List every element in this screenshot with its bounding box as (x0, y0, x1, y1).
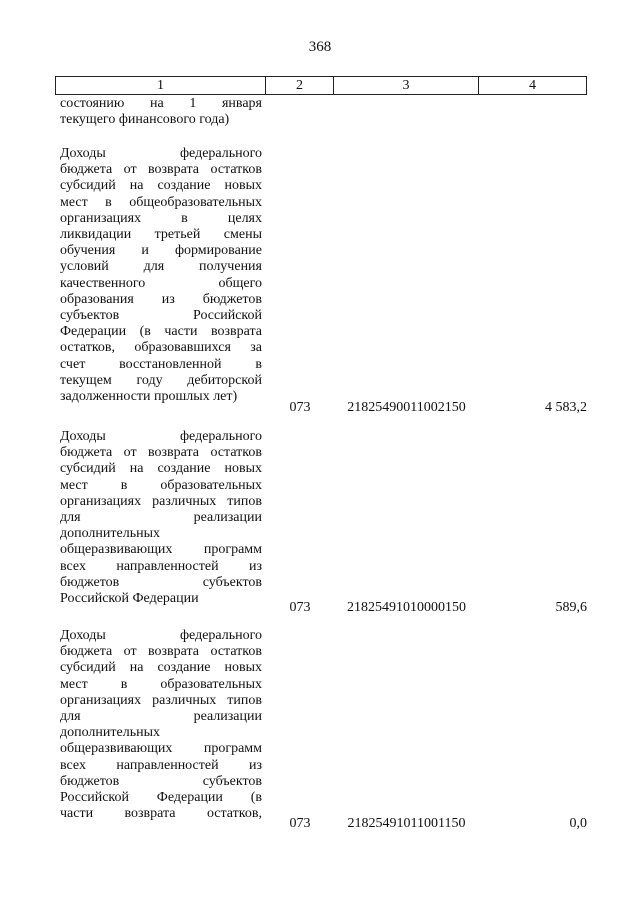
row-3-line: Доходы федерального (60, 628, 262, 643)
header-col-4: 4 (478, 76, 587, 95)
row-1-line: бюджета от возврата остатков (60, 162, 262, 178)
row-1-line: обучения и формирование (60, 243, 262, 259)
row-3-code: 073 (289, 816, 311, 831)
row-0-line: текущего финансового года) (60, 112, 230, 128)
row-1-line: остатков, образовавшихся за (60, 340, 262, 356)
row-3-line: бюджета от возврата остатков (60, 644, 262, 660)
row-3-line: общеразвивающих программ (60, 741, 262, 757)
row-3-line: Российской Федерации (в (60, 790, 262, 806)
row-3-line: организациях различных типов (60, 692, 262, 708)
row-2-line: всех направленностей из (60, 558, 262, 574)
row-1-line: субъектов Российской (60, 308, 262, 324)
row-1-line: субсидий на создание новых (60, 178, 262, 194)
row-2-description (60, 429, 262, 607)
row-2-line: для реализации (60, 510, 262, 526)
row-3-line: дополнительных (60, 725, 161, 741)
row-2-amount: 589,6 (555, 600, 587, 615)
row-3-description (60, 628, 262, 822)
row-2-line: субсидий на создание новых (60, 461, 262, 477)
row-2-line: дополнительных (60, 526, 161, 542)
row-3-line: для реализации (60, 709, 262, 725)
header-col-2: 2 (265, 76, 334, 95)
row-1-amount: 4 583,2 (545, 400, 587, 415)
row-3-line: мест в образовательных (60, 676, 262, 692)
row-2-kbk: 21825491010000150 (347, 600, 466, 615)
row-2-line: бюджетов субъектов (60, 574, 262, 590)
row-3-kbk: 21825491011001150 (347, 816, 466, 831)
row-1-description (60, 146, 262, 405)
page-number: 368 (308, 39, 332, 55)
row-2-line: Российской Федерации (60, 591, 199, 607)
row-3-line: субсидий на создание новых (60, 660, 262, 676)
header-col-1: 1 (55, 76, 266, 95)
row-2-line: общеразвивающих программ (60, 542, 262, 558)
row-1-kbk: 21825490011002150 (347, 400, 466, 415)
row-1-line: образования из бюджетов (60, 291, 262, 307)
row-2-code: 073 (289, 600, 311, 615)
row-1-line: Федерации (в части возврата (60, 324, 262, 340)
row-1-line: мест в общеобразовательных (60, 194, 262, 210)
header-col-3: 3 (333, 76, 479, 95)
row-1-line: качественного общего (60, 275, 262, 291)
row-2-line: Доходы федерального (60, 429, 262, 444)
row-1-line: ликвидации третьей смены (60, 227, 262, 243)
row-2-line: бюджета от возврата остатков (60, 445, 262, 461)
row-2-line: мест в образовательных (60, 477, 262, 493)
row-3-line: части возврата остатков, (60, 806, 262, 822)
row-2-line: организациях различных типов (60, 493, 262, 509)
row-3-line: всех направленностей из (60, 757, 262, 773)
row-1-line: организациях в целях (60, 210, 262, 226)
row-1-line: Доходы федерального (60, 146, 262, 161)
row-3-line: бюджетов субъектов (60, 773, 262, 789)
row-1-line: задолженности прошлых лет) (60, 389, 238, 405)
row-0-line: состоянию на 1 января (60, 96, 262, 111)
row-1-line: текущем году дебиторской (60, 372, 262, 388)
row-3-amount: 0,0 (569, 816, 587, 831)
row-0-description (60, 96, 262, 128)
row-1-code: 073 (289, 400, 311, 415)
row-1-line: условий для получения (60, 259, 262, 275)
row-1-line: счет восстановленной в (60, 356, 262, 372)
